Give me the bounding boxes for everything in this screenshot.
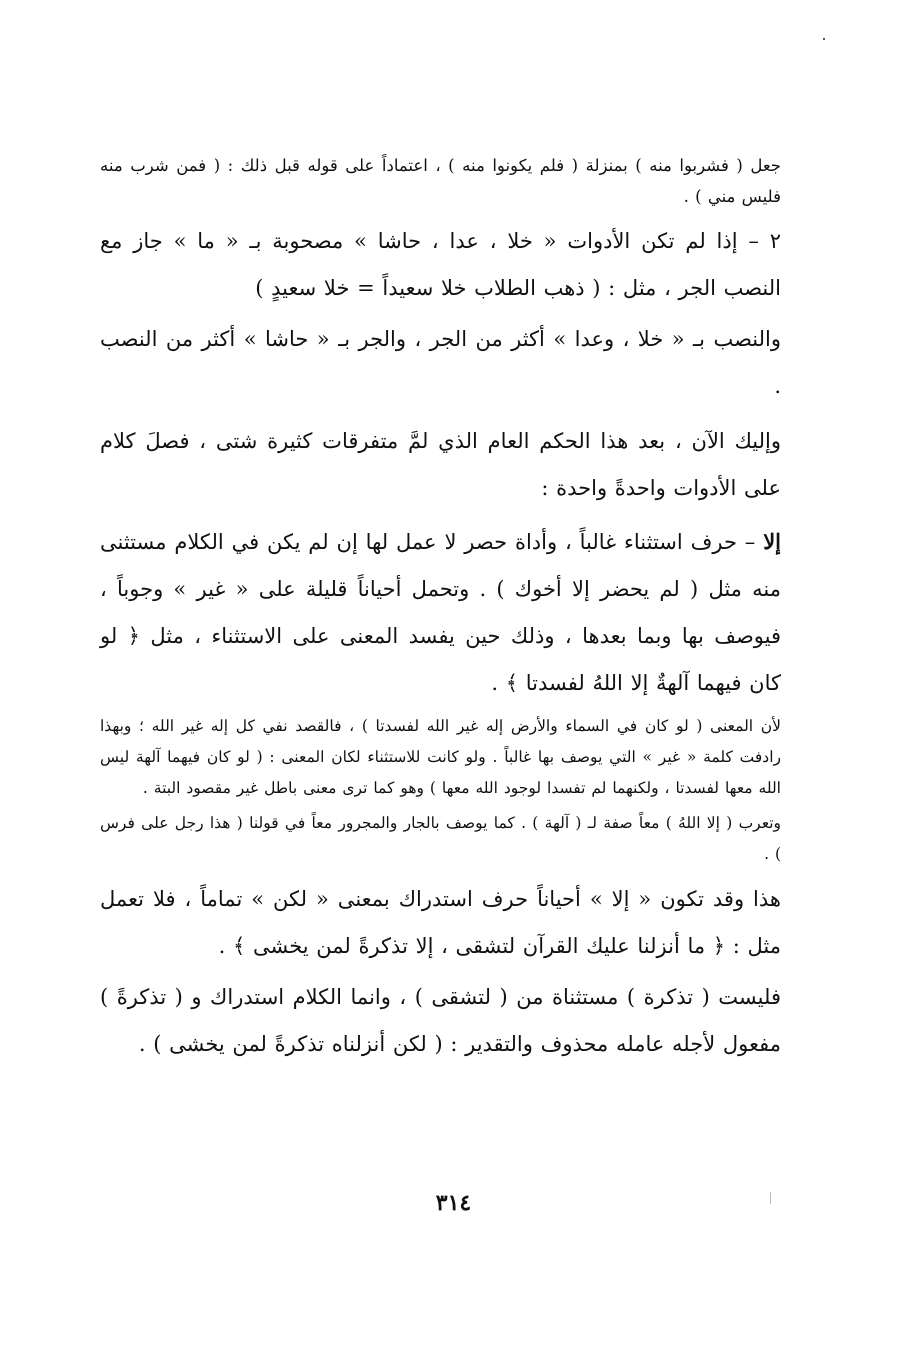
paragraph-illa	[100, 518, 781, 707]
paragraph-continuation: جعل ( فشربوا منه ) بمنزلة ( فلم يكونوا منه ) ، اعتماداً على قوله قبل ذلك : ( فمن شرب منه فليس مني ) .	[100, 156, 781, 206]
paragraph-tadhkira: فليست ( تذكرة ) مستثناة من ( لتشقى ) ، وانما الكلام استدراك و ( تذكرةً ) مفعول لأجله عامله محذوف والتقدير : ( لكن أنزلناه تذكرةً لمن يخشى ) .	[100, 985, 781, 1056]
note-meaning: لأن المعنى ( لو كان في السماء والأرض إله غير الله لفسدتا ) ، فالقصد نفي كل إله غير الله ؛ وبهذا رادفت كلمة « غير » التي يوصف بها غالباً . ولو كانت للاستثناء لكان المعنى : ( لو كان فيهما آلهة ليس الله معها لفسدتا ، ولكنهما لم تفسدا لوجود الله معها ) وهو كما ترى معنى باطل غير مقصود البتة .	[100, 717, 781, 797]
scan-line-mark	[770, 1192, 771, 1204]
paragraph-illa-text: – حرف استثناء غالباً ، وأداة حصر لا عمل لها إن لم يكن في الكلام مستثنى منه مثل ( لم يحضر إلا أخوك ) . وتحمل أحياناً قليلة على « غير » وجوباً ، فيوصف بها وبما بعدها ، وذلك حين يفسد المعنى على الاستثناء ، مثل ﴿ لو كان فيهما آلهةٌ إلا اللهُ لفسدتا ﴾ .	[100, 530, 781, 695]
paragraph-istidrak: هذا وقد تكون « إلا » أحياناً حرف استدراك بمعنى « لكن » تماماً ، فلا تعمل مثل : ﴿ ما أنزلنا عليك القرآن لتشقى ، إلا تذكرةً لمن يخشى ﴾ .	[100, 887, 781, 958]
page-body	[100, 150, 781, 1068]
term-illa: إلا	[763, 529, 781, 554]
paragraph-nasb-jarr: والنصب بـ « خلا ، وعدا » أكثر من الجر ، والجر بـ « حاشا » أكثر من النصب .	[100, 327, 781, 398]
paragraph-intro-tools: وإليك الآن ، بعد هذا الحكم العام الذي لمَّ متفرقات كثيرة شتى ، فصلَ كلام على الأدوات واحدةً واحدة :	[100, 429, 781, 500]
page-number: ٣١٤	[435, 1190, 472, 1216]
scan-speck	[823, 38, 825, 40]
note-parsing: وتعرب ( إلا اللهُ ) معاً صفة لـ ( آلهة ) . كما يوصف بالجار والمجرور معاً في قولنا ( هذا رجل على فرس ) .	[100, 814, 781, 863]
paragraph-rule-2: ٢ – إذا لم تكن الأدوات « خلا ، عدا ، حاشا » مصحوبة بـ « ما » جاز مع النصب الجر ، مثل : ( ذهب الطلاب خلا سعيداً = خلا سعيدٍ )	[100, 229, 781, 300]
